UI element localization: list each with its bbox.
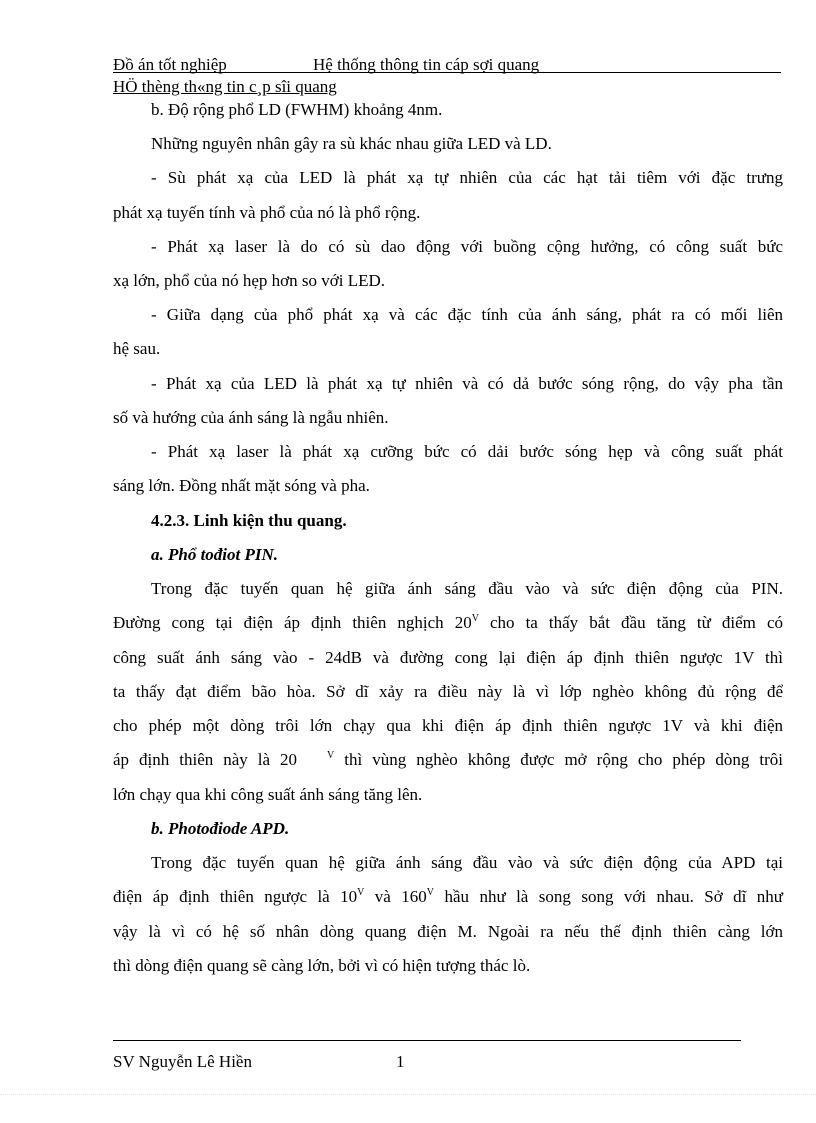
paragraph-line: xạ lớn, phổ của nó hẹp hơn so với LED. — [113, 271, 386, 290]
paragraph-line: - Giữa dạng của phổ phát xạ và các đặc tính của ánh sáng, phát ra có mối liên — [151, 305, 783, 324]
subsection-heading-apd: b. Photođiode APD. — [151, 819, 290, 838]
paragraph-line: cho phép một dòng trôi lớn chạy qua khi điện áp định thiên ngược 1V và khi điện — [113, 716, 783, 735]
paragraph-line: lớn chạy qua khi công suất ánh sáng tăng lên. — [113, 785, 423, 804]
footer-author: SV Nguyễn Lê Hiền — [113, 1052, 252, 1071]
paragraph-line: Trong đặc tuyến quan hệ giữa ánh sáng đầu vào và sức điện động của APD tại — [151, 853, 783, 872]
footer-rule — [113, 1040, 741, 1041]
paragraph-line: điện áp định thiên ngược là $10^V$ và $160^V$ hầu như là song song với nhau. Sở dĩ như — [113, 887, 784, 906]
paragraph-line: - Sù phát xạ của LED là phát xạ tự nhiên của các hạt tải tiêm với đặc trưng — [151, 168, 783, 187]
paragraph-line: ta thấy đạt điểm bão hòa. Sở dĩ xảy ra điều này là vì lớp nghèo không đủ rộng để — [113, 682, 783, 701]
header-rule — [113, 72, 781, 73]
section-heading: 4.2.3. Linh kiện thu quang. — [151, 511, 347, 530]
paragraph-line: hệ sau. — [113, 339, 161, 358]
paragraph-line: công suất ánh sáng vào - 24dB và đường cong lại điện áp định thiên ngược 1V thì — [113, 648, 783, 667]
paragraph-line: Những nguyên nhân gây ra sù khác nhau giữa LED và LD. — [151, 134, 552, 153]
header-doc-type: Đồ án tốt nghiệp — [113, 55, 227, 74]
paragraph-line: b. Độ rộng phổ LD (FWHM) khoảng 4nm. — [151, 100, 443, 119]
paragraph-line: - Phát xạ laser là do có sù dao động với buồng cộng hưởng, có công suất bức — [151, 237, 783, 256]
paragraph-line: áp định thiên này là 20 $^V$ thì vùng nghèo không được mở rộng cho phép dòng trôi — [113, 750, 783, 769]
paragraph-line: - Phát xạ của LED là phát xạ tự nhiên và có dả bước sóng rộng, do vậy pha tần — [151, 374, 783, 393]
unit-superscript: V — [357, 887, 365, 898]
page-edge-divider — [0, 1094, 816, 1095]
paragraph-line: Đường cong tại điện áp định thiên nghịch $20^V$ cho ta thấy bắt đầu tăng từ điểm có — [113, 613, 783, 632]
paragraph-line: Trong đặc tuyến quan hệ giữa ánh sáng đầu vào và sức điện động của PIN. — [151, 579, 783, 598]
header-doc-title: Hệ thống thông tin cáp sợi quang — [313, 55, 540, 74]
paragraph-line: vậy là vì có hệ số nhân dòng quang điện M. Ngoài ra nếu thế định thiên càng lớn — [113, 922, 783, 941]
paragraph-line: phát xạ tuyến tính và phổ của nó là phổ rộng. — [113, 203, 421, 222]
unit-superscript: V — [327, 750, 335, 761]
paragraph-line: thì dòng điện quang sẽ càng lớn, bởi vì có hiện tượng thác lò. — [113, 956, 531, 975]
paragraph-line: số và hướng của ánh sáng là ngẫu nhiên. — [113, 408, 389, 427]
paragraph-line: - Phát xạ laser là phát xạ cưỡng bức có dải bước sóng hẹp và công suất phát — [151, 442, 783, 461]
header-garbled-title: HÖ thèng th«ng tin c¸p sîi quang — [113, 77, 337, 96]
paragraph-line: sáng lớn. Đồng nhất mặt sóng và pha. — [113, 476, 370, 495]
unit-superscript: V — [426, 887, 435, 898]
subsection-heading-pin: a. Phổ tođiot PIN. — [151, 545, 279, 564]
unit-superscript: V — [471, 613, 479, 624]
page-number: 1 — [396, 1052, 405, 1071]
